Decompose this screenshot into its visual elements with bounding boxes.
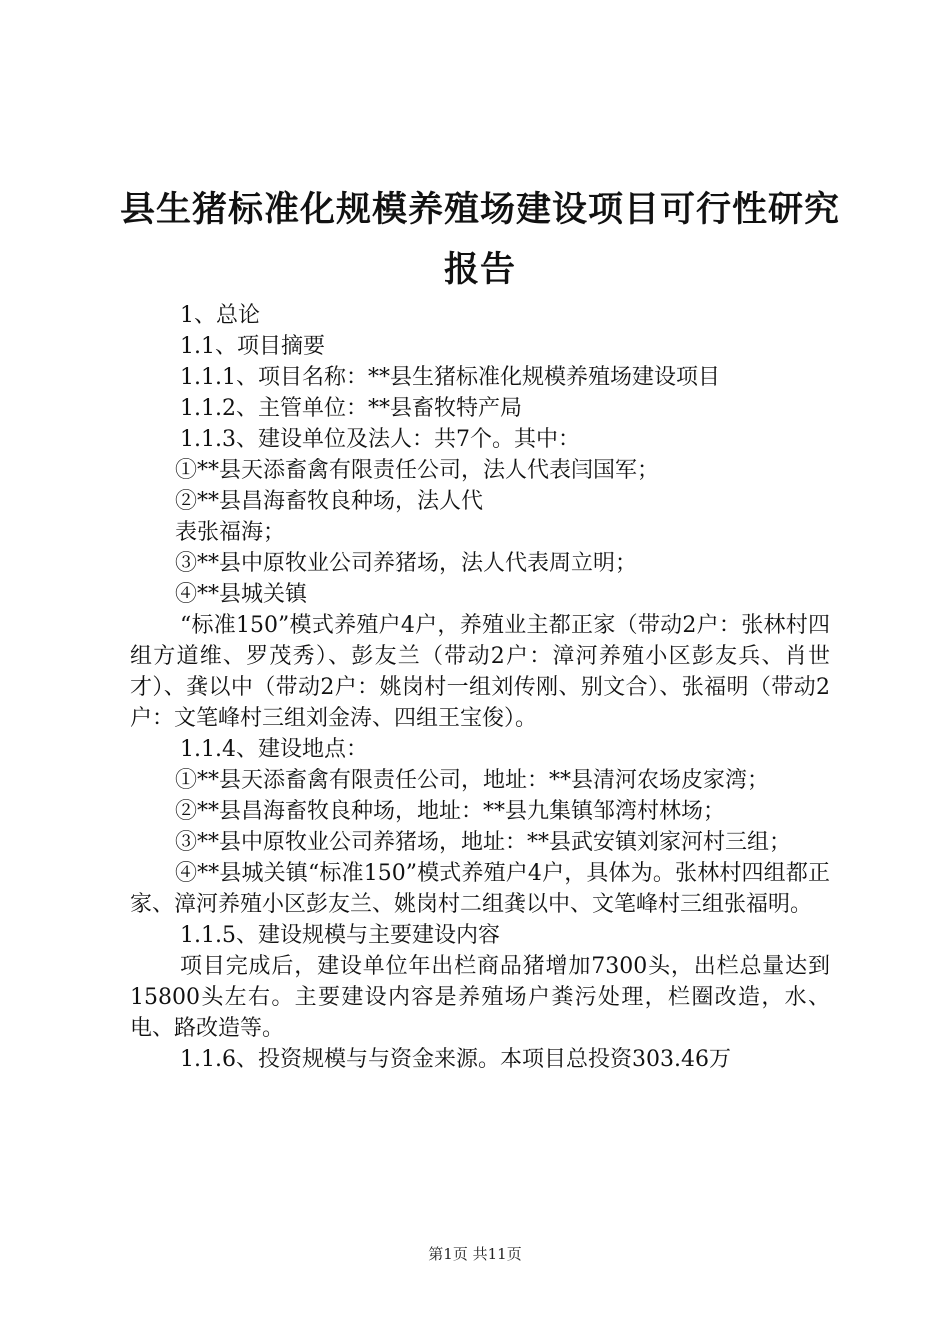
paragraph-location-3: ③**县中原牧业公司养猪场，地址：**县武安镇刘家河村三组； [175, 830, 792, 855]
paragraph-builder-1: ①**县天添畜禽有限责任公司，法人代表闫国军； [175, 458, 660, 483]
paragraph-location-2: ②**县昌海畜牧良种场，地址：**县九集镇邹湾村林场； [175, 799, 726, 824]
paragraph-supervisor: 1.1.2、主管单位：**县畜牧特产局 [180, 396, 522, 421]
paragraph-location-4: ④**县城关镇“标准150”模式养殖户4户，具体为。张林村四组都正家、漳河养殖小区彭友兰、姚岗村二组龚以中、文笔峰村三组张福明。 [130, 861, 830, 917]
paragraph-scale-heading: 1.1.5、建设规模与主要建设内容 [180, 923, 500, 948]
paragraph-general: 1、总论 [180, 303, 260, 328]
paragraph-builder-2: ②**县昌海畜牧良种场，法人代 [175, 489, 484, 514]
paragraph-builder-2-cont: 表张福海； [175, 520, 286, 545]
paragraph-location-1: ①**县天添畜禽有限责任公司，地址：**县清河农场皮家湾； [175, 768, 770, 793]
paragraph-scale-content: 项目完成后，建设单位年出栏商品猪增加7300头，出栏总量达到15800头左右。主要建设内容是养殖场户粪污处理，栏圈改造，水、电、路改造等。 [130, 954, 830, 1041]
page-footer: 第1页 共11页 [428, 1245, 522, 1263]
paragraph-summary: 1.1、项目摘要 [180, 334, 325, 359]
document-body [130, 300, 830, 1075]
paragraph-builder-4: ④**县城关镇 [175, 582, 308, 607]
paragraph-investment: 1.1.6、投资规模与与资金来源。本项目总投资303.46万 [180, 1047, 731, 1072]
document-title-line-2: 报告 [443, 249, 516, 290]
paragraph-builders: 1.1.3、建设单位及法人：共7个。其中： [180, 427, 580, 452]
paragraph-builder-3: ③**县中原牧业公司养猪场，法人代表周立明； [175, 551, 638, 576]
paragraph-project-name: 1.1.1、项目名称：**县生猪标准化规模养殖场建设项目 [180, 365, 720, 390]
paragraph-location-heading: 1.1.4、建设地点： [180, 737, 368, 762]
paragraph-standard-150: “标准150”模式养殖户4户，养殖业主都正家（带动2户：张林村四组方道维、罗茂秀）、彭友兰（带动2户：漳河养殖小区彭友兵、肖世才）、龚以中（带动2户：姚岗村一组刘传刚、别文合）、张福明（带动2户：文笔峰村三组刘金涛、四组王宝俊）。 [130, 613, 830, 731]
document-title-line-1: 县生猪标准化规模养殖场建设项目可行性研究 [119, 189, 840, 230]
